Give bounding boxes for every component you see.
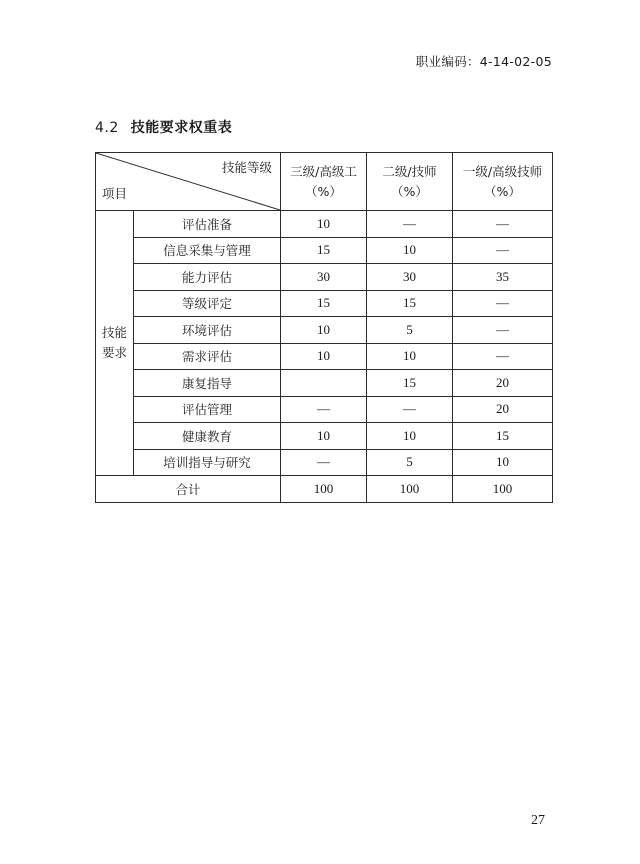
table-cell: 10 [281,423,367,450]
table-cell: — [367,396,453,423]
row-item-label: 评估准备 [134,211,281,238]
column-header-level3 [281,153,367,211]
total-cell: 100 [367,476,453,503]
section-title-text: 技能要求权重表 [130,120,233,136]
total-label: 合计 [96,476,281,503]
page-number: 27 [531,813,545,828]
table-cell: — [453,290,553,317]
category-cell-skill-requirements: 技能 要求 [96,211,134,476]
row-item-label: 需求评估 [134,343,281,370]
column-header-label: 一级/高级技师 [462,163,543,179]
table-cell: 10 [453,449,553,476]
table-row [96,264,553,291]
table-row [96,317,553,344]
row-item-label: 健康教育 [134,423,281,450]
total-cell: 100 [281,476,367,503]
section-number: 4.2 [95,120,119,136]
corner-label-skill-level: 技能等级 [221,160,272,175]
table-corner-header [96,153,281,211]
row-item-label: 环境评估 [134,317,281,344]
table-cell: 15 [453,423,553,450]
table-cell: 30 [281,264,367,291]
column-header-label: 三级/高级工 [290,163,357,179]
column-header-unit: （%） [391,183,428,199]
table-cell: 5 [367,317,453,344]
table-cell: 15 [367,370,453,397]
table-cell: 35 [453,264,553,291]
table-row [96,396,553,423]
table-cell: 10 [367,423,453,450]
table-cell: — [367,211,453,238]
table-cell: — [281,396,367,423]
section-heading [95,117,232,137]
table-cell: 15 [367,290,453,317]
table-row [96,423,553,450]
column-header-unit: （%） [484,183,521,199]
table-cell: — [453,237,553,264]
occupation-code: 职业编码：4-14-02-05 [415,54,552,69]
table-row [96,343,553,370]
table-cell [281,370,367,397]
total-cell: 100 [453,476,553,503]
table-cell: 10 [367,237,453,264]
table-cell: — [281,449,367,476]
table-cell: 10 [281,317,367,344]
corner-label-item: 项目 [102,186,128,201]
total-row [96,476,553,503]
column-header-level1 [453,153,553,211]
table-cell: 20 [453,370,553,397]
table-cell: 10 [281,211,367,238]
row-item-label: 培训指导与研究 [134,449,281,476]
table-cell: 5 [367,449,453,476]
table-cell: 10 [367,343,453,370]
column-header-level2 [367,153,453,211]
table-cell: 15 [281,237,367,264]
table-cell: — [453,211,553,238]
column-header-label: 二级/技师 [382,163,437,179]
table-cell: 15 [281,290,367,317]
table-row [96,211,553,238]
table-cell: — [453,317,553,344]
table-cell: — [453,343,553,370]
table-cell: 30 [367,264,453,291]
table-cell: 10 [281,343,367,370]
table-row [96,449,553,476]
table-row [96,370,553,397]
row-item-label: 等级评定 [134,290,281,317]
table-row [96,290,553,317]
table-row [96,237,553,264]
table-cell: 20 [453,396,553,423]
row-item-label: 能力评估 [134,264,281,291]
column-header-unit: （%） [305,183,342,199]
row-item-label: 信息采集与管理 [134,237,281,264]
row-item-label: 康复指导 [134,370,281,397]
row-item-label: 评估管理 [134,396,281,423]
skill-weight-table [95,152,553,503]
